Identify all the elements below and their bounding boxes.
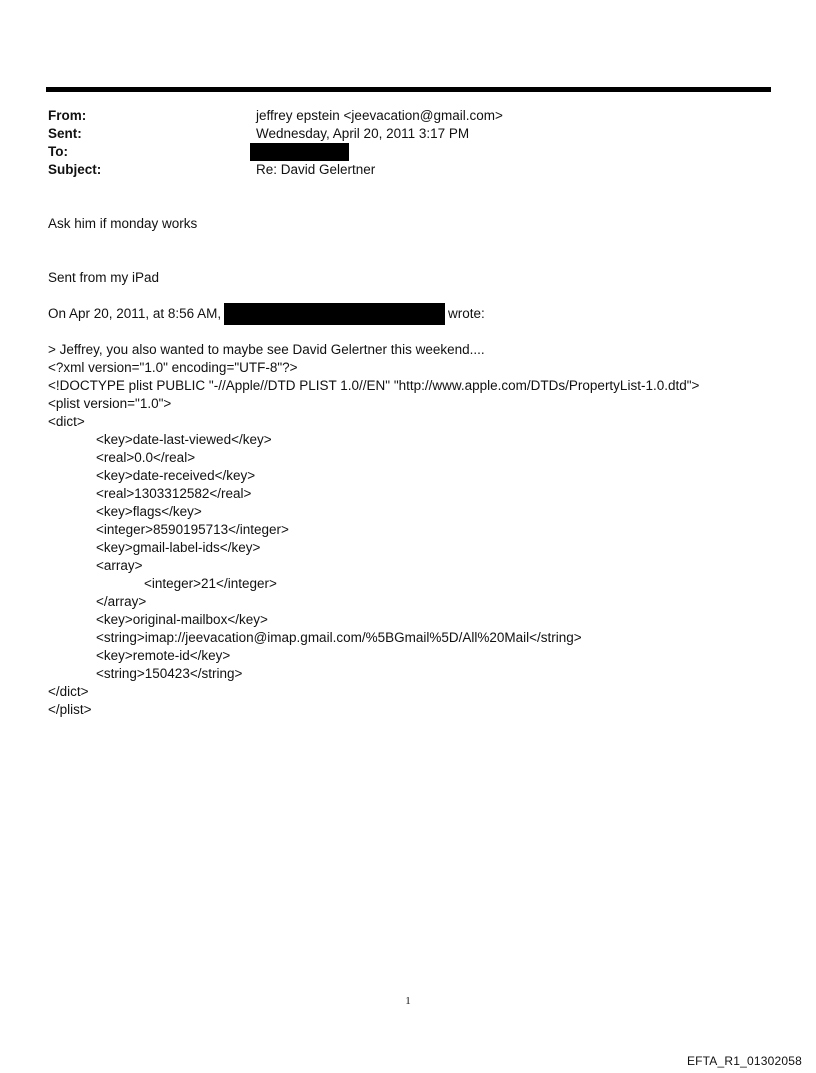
plist-line: <integer>8590195713</integer> [96,522,289,537]
plist-line: <real>1303312582</real> [96,486,252,501]
plist-line: </array> [96,594,147,609]
plist-line: <key>date-received</key> [96,468,256,483]
subject-value: Re: David Gelertner [256,162,376,177]
from-value: jeffrey epstein <jeevacation@gmail.com> [256,108,503,123]
message-text: Ask him if monday works [48,216,198,231]
signature-text: Sent from my iPad [48,270,160,285]
plist-line: <key>remote-id</key> [96,648,231,663]
plist-line: <integer>21</integer> [144,576,277,591]
quote-intro-suffix: wrote: [448,306,485,321]
plist-line: <!DOCTYPE plist PUBLIC "-//Apple//DTD PLIST 1.0//EN" "http://www.apple.com/DTDs/PropertyList-1.0.dtd"> [48,378,700,393]
to-label: To: [48,144,68,159]
plist-line: </dict> [48,684,89,699]
plist-line: <string>150423</string> [96,666,243,681]
subject-label: Subject: [48,162,102,177]
plist-line: <key>original-mailbox</key> [96,612,268,627]
sender-redaction [224,303,445,325]
quoted-text: > Jeffrey, you also wanted to maybe see David Gelertner this weekend.... [48,342,485,357]
plist-line: <array> [96,558,143,573]
quote-intro-prefix: On Apr 20, 2011, at 8:56 AM, [48,306,222,321]
plist-line: <plist version="1.0"> [48,396,172,411]
bates-number: EFTA_R1_01302058 [686,1054,802,1068]
from-label: From: [48,108,87,123]
plist-line: <real>0.0</real> [96,450,196,465]
plist-line: </plist> [48,702,92,717]
plist-line: <key>gmail-label-ids</key> [96,540,261,555]
page-number: 1 [405,995,411,1007]
plist-line: <key>flags</key> [96,504,202,519]
plist-block [48,359,699,719]
to-redaction [250,143,349,161]
sent-value: Wednesday, April 20, 2011 3:17 PM [256,126,470,141]
sent-label: Sent: [48,126,82,141]
plist-line: <dict> [48,414,85,429]
header-rule [46,87,771,92]
plist-line: <key>date-last-viewed</key> [96,432,272,447]
plist-line: <?xml version="1.0" encoding="UTF-8"?> [48,360,298,375]
plist-line: <string>imap://jeevacation@imap.gmail.com/%5BGmail%5D/All%20Mail</string> [96,630,582,645]
